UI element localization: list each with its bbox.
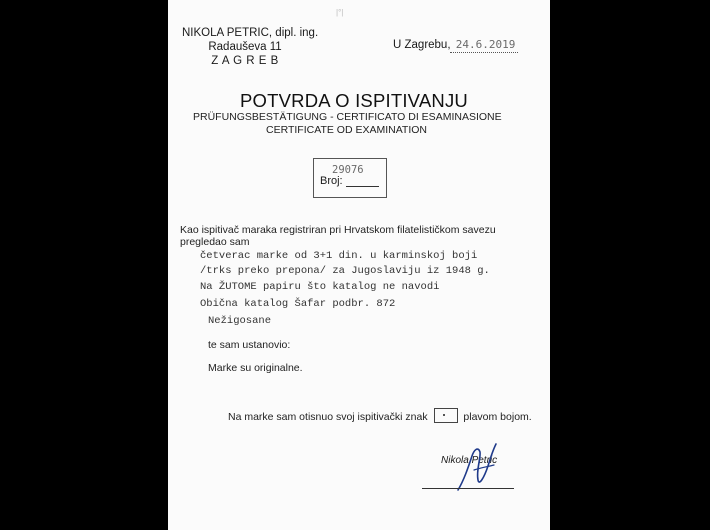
sender-city: Z A G R E B <box>211 55 279 67</box>
typed-line-5: Nežigosane <box>208 315 272 327</box>
place-date <box>393 38 515 51</box>
finding-text: Marke su originalne. <box>208 362 303 374</box>
signature-line <box>422 488 514 489</box>
number-value: 29076 <box>332 164 364 176</box>
intro-line-2: pregledao sam <box>180 236 250 248</box>
typed-line-4: Obična katalog Šafar podbr. 872 <box>200 298 396 310</box>
sender-name: NIKOLA PETRIC, dipl. ing. <box>182 27 319 39</box>
stamp-mark-glyph <box>443 414 445 416</box>
stamp-mark-box <box>434 408 458 423</box>
subtitle-english: CERTIFICATE OD EXAMINATION <box>266 124 428 136</box>
stamp-note-after: plavom bojom. <box>463 411 532 423</box>
typed-line-2: /trks preko prepona/ za Jugoslaviju iz 1948 g. <box>200 265 490 277</box>
stamp-note-before: Na marke sam otisnuo svoj ispitivački znak <box>228 411 428 423</box>
place-label: U Zagrebu, <box>393 39 451 51</box>
signature-name: Nikola Petric <box>441 455 498 466</box>
number-underline <box>346 186 379 187</box>
subtitle-languages: PRÜFUNGSBESTÄTIGUNG - CERTIFICATO DI ESAMINASIONE <box>193 111 502 123</box>
signature-scribble <box>454 440 502 492</box>
typed-line-1: četverac marke od 3+1 din. u karminskoj boji <box>200 250 478 262</box>
sender-street: Radauševa 11 <box>208 41 282 53</box>
faint-mark: |°| <box>336 8 344 17</box>
typed-line-3: Na ŽUTOME papiru što katalog ne navodi <box>200 281 440 293</box>
stamp-note <box>228 408 532 423</box>
scan-border-right <box>550 0 710 530</box>
intro-line-1: Kao ispitivač maraka registriran pri Hrvatskom filatelističkom savezu <box>180 224 496 236</box>
date-handwritten: 24.6.2019 <box>455 38 516 51</box>
number-label: Broj: <box>320 175 343 187</box>
document-title: POTVRDA O ISPITIVANJU <box>240 90 468 111</box>
scan-border-left <box>0 0 168 530</box>
date-underline <box>450 52 518 53</box>
certificate-page <box>168 0 550 530</box>
sender-block <box>182 26 319 68</box>
finding-label: te sam ustanovio: <box>208 339 291 351</box>
